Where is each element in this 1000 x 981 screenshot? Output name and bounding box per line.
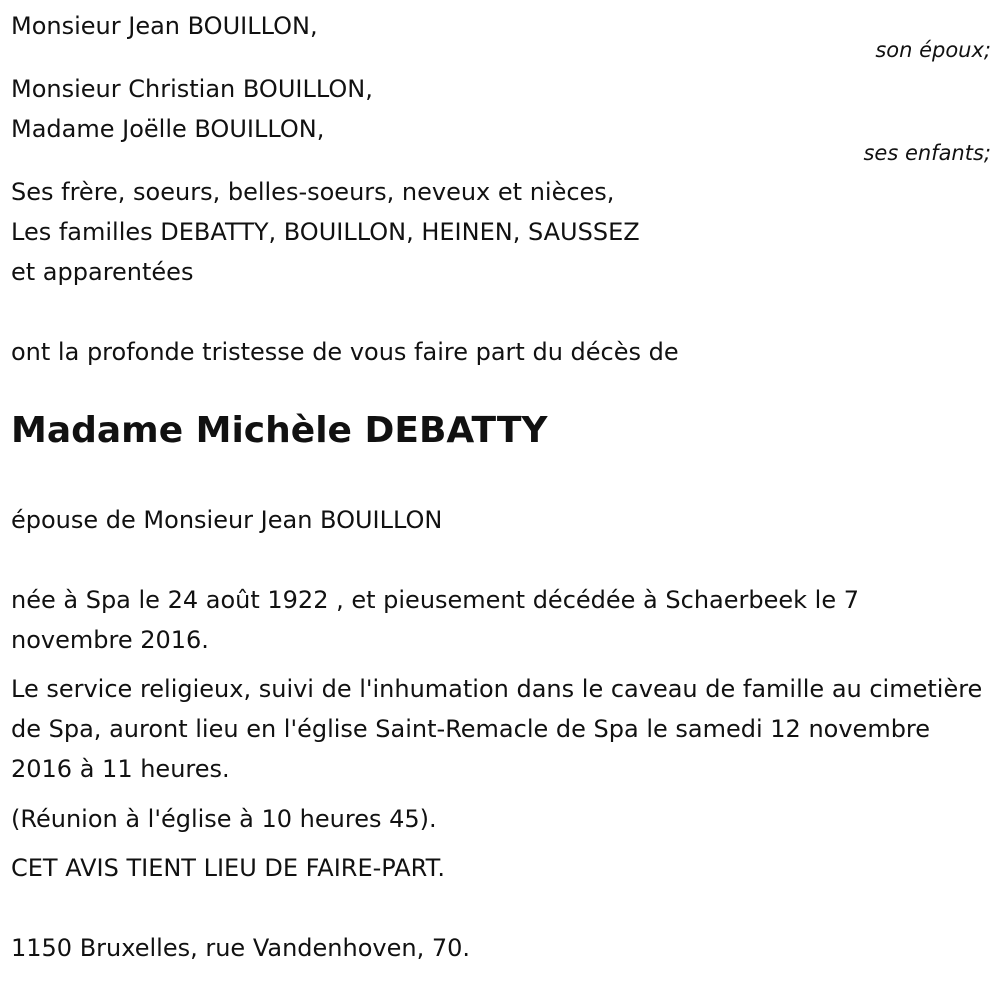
spouse-of-text: épouse de Monsieur Jean BOUILLON xyxy=(11,506,443,534)
child-name-2: Madame Joëlle BOUILLON, xyxy=(11,115,325,143)
spouse-role: son époux; xyxy=(875,38,991,62)
spouse-name: Monsieur Jean BOUILLON, xyxy=(11,12,318,40)
relatives-line-1: Ses frère, soeurs, belles-soeurs, neveux et nièces, xyxy=(11,178,615,206)
address-text: 1150 Bruxelles, rue Vandenhoven, 70. xyxy=(11,934,470,962)
meeting-text: (Réunion à l'église à 10 heures 45). xyxy=(11,805,437,833)
service-text: Le service religieux, suivi de l'inhumation dans le caveau de famille au cimetière de Spa, auront lieu en l'église Saint-Remacle de Spa le samedi 12 novembre 2016 à 11 heures. xyxy=(11,675,983,783)
notice-line: CET AVIS TIENT LIEU DE FAIRE-PART. xyxy=(11,854,446,882)
deceased-name: Madame Michèle DEBATTY xyxy=(11,410,548,451)
birth-death-text: née à Spa le 24 août 1922 , et pieusement décédée à Schaerbeek le 7 novembre 2016. xyxy=(11,586,859,654)
announcement-text: ont la profonde tristesse de vous faire part du décès de xyxy=(11,338,679,366)
children-role: ses enfants; xyxy=(863,141,991,165)
relatives-line-2: Les familles DEBATTY, BOUILLON, HEINEN, SAUSSEZ xyxy=(11,218,640,246)
child-name-1: Monsieur Christian BOUILLON, xyxy=(11,75,373,103)
relatives-line-3: et apparentées xyxy=(11,258,194,286)
